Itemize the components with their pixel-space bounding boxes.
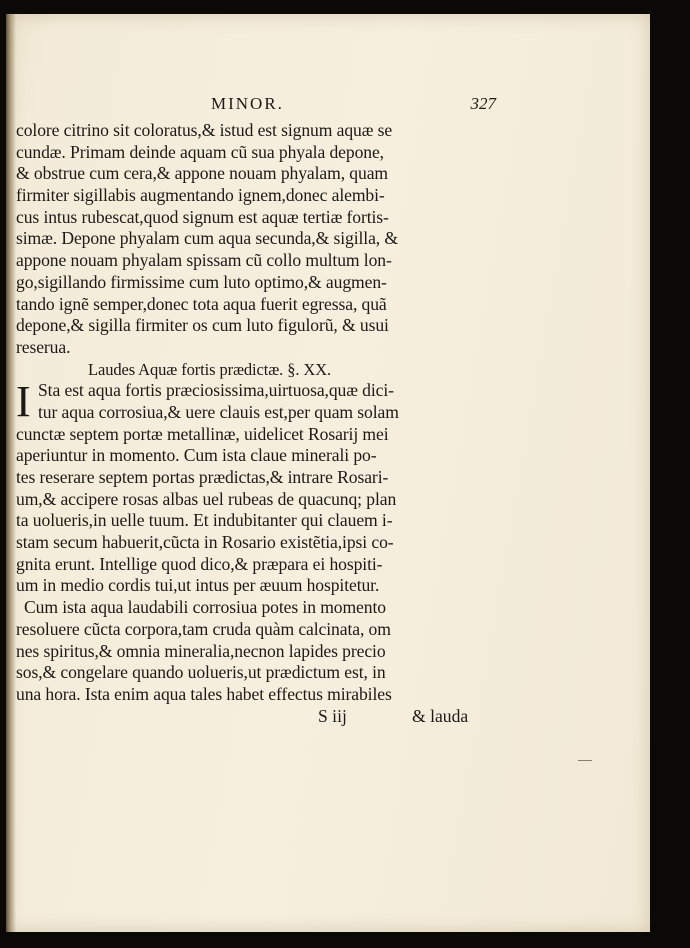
page-footer — [16, 706, 496, 730]
text-line: cundæ. Primam deinde aquam cũ sua phyala depone, — [16, 141, 384, 162]
text-line: aperiuntur in momento. Cum ista claue minerali po- — [16, 445, 377, 466]
catchword: & lauda — [412, 705, 469, 726]
paragraph-2 — [16, 377, 496, 597]
section-heading: Laudes Aquæ fortis prædictæ. §. XX. — [88, 359, 332, 379]
book-page — [6, 14, 650, 932]
text-line: colore citrino sit coloratus,& istud est signum aquæ se — [16, 120, 393, 140]
drop-initial: I — [16, 377, 31, 427]
paragraph-1 — [16, 120, 496, 359]
margin-mark — [578, 760, 592, 761]
text-line: um in medio cordis tui,ut intus per æuum hospitetur. — [16, 575, 380, 596]
text-line: tando ignẽ semper,donec tota aqua fuerit egressa, quã — [16, 293, 387, 314]
text-line: Cum ista aqua laudabili corrosiua potes in momento — [24, 597, 386, 618]
text-line: simæ. Depone phyalam cum aqua secunda,& sigilla, & — [16, 228, 398, 249]
text-line: sos,& congelare quando uolueris,ut prædictum est, in — [16, 662, 386, 683]
page-header — [16, 94, 496, 120]
text-line: & obstrue cum cera,& appone nouam phyalam, quam — [16, 163, 388, 184]
text-line: resoluere cũcta corpora,tam cruda quàm calcinata, om — [16, 618, 391, 639]
text-block — [16, 94, 496, 730]
text-line: stam secum habuerit,cũcta in Rosario existẽtia,ipsi co- — [16, 532, 394, 553]
text-line: tes reserare septem portas prædictas,& intrare Rosari- — [16, 467, 389, 487]
text-line: nes spiritus,& omnia mineralia,necnon lapides precio — [16, 640, 386, 661]
text-line: go,sigillando firmissime cum luto optimo,& augmen- — [16, 271, 387, 292]
signature-mark: S iij — [318, 705, 347, 726]
text-line — [16, 402, 496, 424]
text-line: Sta est aqua fortis præciosissima,uirtuosa,quæ dici- — [38, 380, 394, 401]
text-line: cunctæ septem portæ metallinæ, uidelicet Rosarij mei — [16, 423, 389, 444]
text-line: una hora. Ista enim aqua tales habet effectus mirabiles — [16, 683, 392, 704]
text-line: firmiter sigillabis augmentando ignem,donec alembi- — [16, 185, 385, 206]
paragraph-3 — [16, 597, 496, 705]
text-line-content: tur aqua corrosiua,& uere clauis est,per quam solam — [38, 401, 399, 422]
text-line: depone,& sigilla firmiter os cum luto figulorũ, & usui — [16, 315, 389, 336]
text-line: reserua. — [16, 336, 71, 357]
running-head: MINOR. — [211, 94, 284, 113]
text-line: gnita erunt. Intellige quod dico,& præpara ei hospiti- — [16, 553, 383, 574]
text-line: appone nouam phyalam spissam cũ collo multum lon- — [16, 250, 392, 271]
text-line: ta uolueris,in uelle tuum. Et indubitanter qui clauem i- — [16, 510, 393, 531]
page-gutter-shadow — [6, 14, 16, 932]
text-line: cus intus rubescat,quod signum est aquæ tertiæ fortis- — [16, 206, 389, 227]
text-line: um,& accipere rosas albas uel rubeas de quacunq; plan — [16, 488, 397, 509]
page-number: 327 — [470, 94, 496, 113]
